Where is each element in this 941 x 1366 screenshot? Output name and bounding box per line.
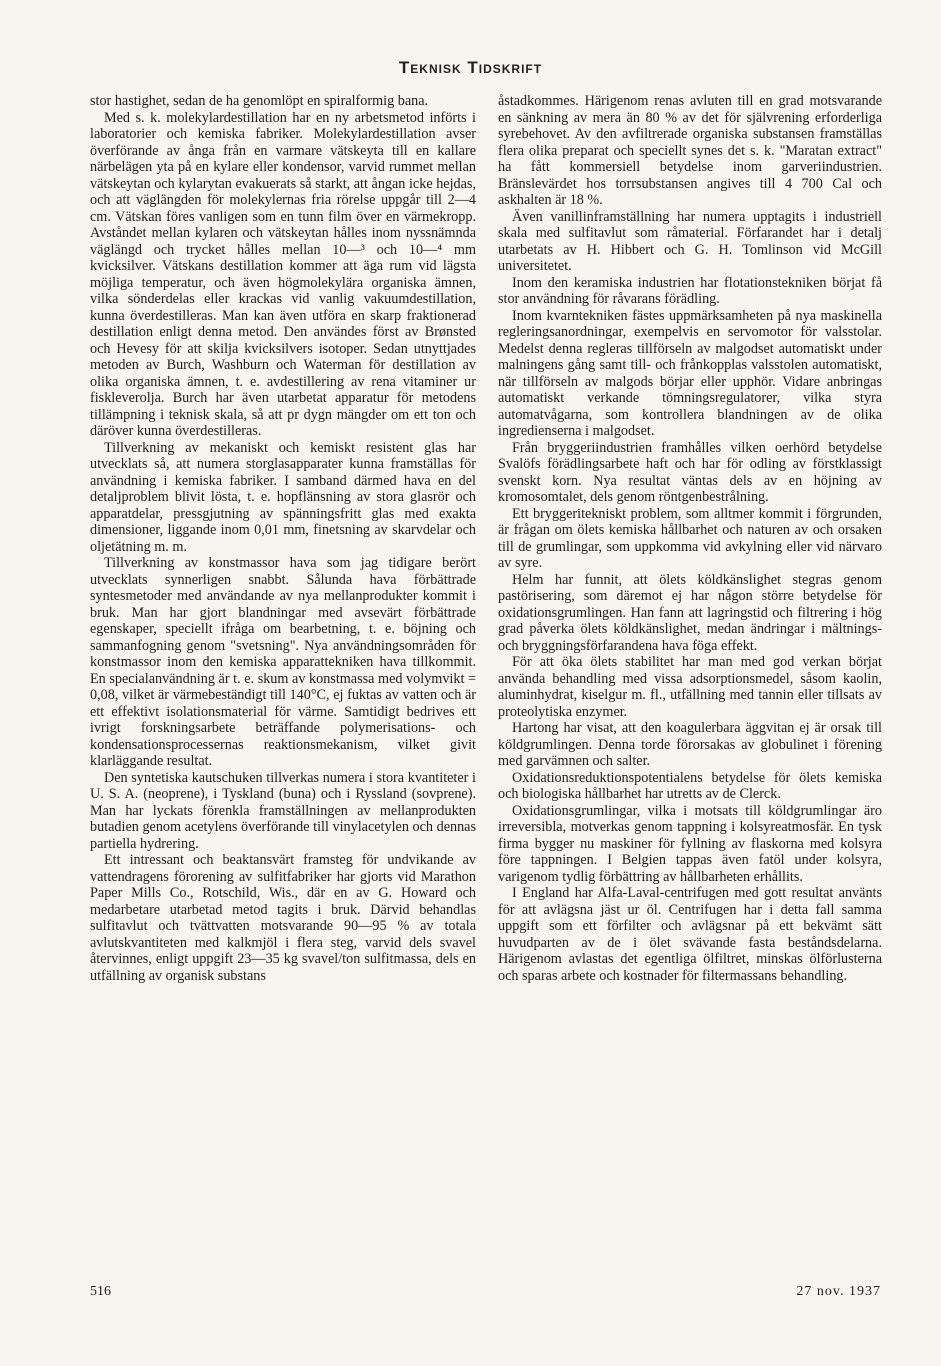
paragraph: åstadkommes. Härigenom renas avluten till en grad motsvarande en sänkning av mera än 80 % av det för självrening erforderliga syrebehovet. Av den avfiltrerade organiska substansen framställas flera olika preparat och speciellt synes det s. k. "Maratan extract" ha fått kommersiell betydelse inom garveriindustrien. Bränslevärdet hos torrsubstansen angives till 4 700 Cal och askhalten är 18 %. xyxy=(498,93,882,208)
paragraph: Hartong har visat, att den koagulerbara äggvitan ej är orsak till köldgrumlingen. Denna torde förorsakas av globulinet i förening med garvämnen och salter. xyxy=(498,720,882,769)
paragraph: Ett bryggeritekniskt problem, som alltmer kommit i förgrunden, är frågan om ölets kemiska hållbarhet och naturen av och orsaken till de grumlingar, som uppkomma vid avkylning eller vid närvaro av syre. xyxy=(498,505,882,571)
paragraph: Med s. k. molekylardestillation har en ny arbetsmetod införts i laboratorier och kemiska fabriker. Molekylardestillation avser överförande av ånga från en varmare vätskeyta till en kallare närbelägen yta på en kylare eller kondensor, varvid rummet mellan vätskeytan och kylarytan evakuerats så starkt, att ångan icke hejdas, och att väglängden för molekylernas fria rörelse uppgår till 2—4 cm. Vätskan föres vanligen som en tunn film över en värmekropp. Avståndet mellan kylaren och vätskeytan hålles inom nyssnämnda väglängd och trycket hålles mellan 10—³ och 10—⁴ mm kvicksilver. Vätskans destillation kommer att äga rum vid lägsta möjliga temperatur, och även högmolekylära organiska ämnen, vilka sönderdelas eller krackas vid vanlig vakuumdestillation, kunna överdestilleras. Man kan även utföra en skarp fraktionerad destillation enligt denna metod. Den användes först av Brønsted och Hevesy för att skilja kvicksilvers isotoper. Sedan utnyttjades metoden av Burch, Washburn och Waterman för destillation av olika organiska ämnen, t. e. avdestillering av rena vitaminer ur fiskleverolja. Burch har även utarbetat apparatur för metodens tillämpning i teknisk skala, så att pr dygn mängder om ett ton och däröver kunna överdestilleras. xyxy=(90,109,476,439)
paragraph: Oxidationsgrumlingar, vilka i motsats till köldgrumlingar äro irreversibla, motverkas genom tappning i kolsyreatmosfär. En tysk firma bygger nu maskiner för fyllning av flaskorna med kolsyra före tappningen. I Belgien tappas även fatöl under kolsyra, varigenom tydlig förbättring av hållbarheten erhållits. xyxy=(498,802,882,885)
paragraph: Helm har funnit, att ölets köldkänslighet stegras genom pastörisering, som däremot ej har någon större betydelse för oxidationsgrumlingen. Han fann att lagringstid och filtrering i hög grad påverka ölets köldkänslighet, medan ändringar i mältnings- och bryggningsförfarandena hava föga effekt. xyxy=(498,571,882,654)
paragraph: Från bryggeriindustrien framhålles vilken oerhörd betydelse Svalöfs förädlingsarbete haft och har för odling av förstklassigt svenskt korn. Nya resultat väntas dels av en höjning av kromosomtalet, dels genom röntgenbestrålning. xyxy=(498,439,882,505)
paragraph: Den syntetiska kautschuken tillverkas numera i stora kvantiteter i U. S. A. (neoprene), i Tyskland (buna) och i Ryssland (sovprene). Man har lyckats förenkla framställningen av mellanprodukten butadien genom acetylens överförande till vinylacetylen och dennas partiella hydrering. xyxy=(90,769,476,852)
paragraph: Tillverkning av konstmassor hava som jag tidigare berört utvecklats synnerligen snabbt. Sålunda hava förbättrade syntesmetoder med användande av nya mellanprodukter kommit i bruk. Man har gjort blandningar med avsevärt förbättrade egenskaper, speciellt ifråga om bearbetning, t. e. böjning och sammanfogning genom "svetsning". Nya användningsområden för konstmassor inom den kemiska apparattekniken hava tillkommit. En specialanvändning är t. e. skum av konstmassa med volymvikt = 0,08, vilket är värmebeständigt till 140°C, ej fuktas av vatten och är ett effektivt isolationsmaterial för värme. Samtidigt bedrives ett ivrigt forskningsarbete beträffande polymerisations- och kondensationsprocessernas reaktionsmekanism, vilket givit klarläggande resultat. xyxy=(90,555,476,769)
paragraph: stor hastighet, sedan de ha genomlöpt en spiralformig bana. xyxy=(90,93,429,109)
paragraph: Även vanillinframställning har numera upptagits i industriell skala med sulfitavlut som råmaterial. Förfarandet har i detalj utarbetats av H. Hibbert och G. H. Tomlinson vid McGill universitetet. xyxy=(498,208,882,274)
paragraph: Tillverkning av mekaniskt och kemiskt resistent glas har utvecklats så, att numera storglasapparater kunna framställas för användning i kemiska fabriker. I samband därmed hava en del detaljproblem blivit lösta, t. e. hopflänsning av stora glasrör och apparatdelar, pressgjutning av spänningsfritt glas med exakta dimensioner, liggande inom 0,01 mm, finetsning av skarvdelar och oljetätning m. m. xyxy=(90,439,476,555)
left-column xyxy=(90,93,476,984)
right-column xyxy=(498,93,882,984)
paragraph: I England har Alfa-Laval-centrifugen med gott resultat använts för att avlägsna jäst ur öl. Centrifugen har i detta fall samma uppgift som ett förfilter och avlägsnar på ett bekvämt sätt huvudparten av de i ölet svävande fasta beståndsdelarna. Härigenom avlastas det egentliga ölfiltret, minskas ölförlusterna och sparas arbete och kostnader för filtermassans behandling. xyxy=(498,885,882,984)
paragraph: Oxidationsreduktionspotentialens betydelse för ölets kemiska och biologiska hållbarhet har utretts av de Clerck. xyxy=(498,769,882,802)
page-header: Teknisk Tidskrift xyxy=(398,58,543,77)
issue-date: 27 nov. 1937 xyxy=(796,1284,881,1299)
paragraph: För att öka ölets stabilitet har man med god verkan börjat använda behandling med vissa adsorptionsmedel, såsom kaolin, aluminhydrat, kiselgur m. fl., utfällning med tannin eller tillsats av proteolytiska enzymer. xyxy=(498,654,882,720)
paragraph: Inom den keramiska industrien har flotationstekniken börjat få stor användning för råvarans förädling. xyxy=(498,274,882,307)
paragraph: Ett intressant och beaktansvärt framsteg för undvikande av vattendragens förorening av sulfitfabriker har gjorts vid Marathon Paper Mills Co., Rotschild, Wis., där en av G. Howard och medarbetare utarbetad metod tagits i bruk. Därvid behandlas sulfitavlut och tvättvatten motsvarande 90—95 % av totala avlutskvantiteten med kalkmjöl i flera steg, varvid dels svavel återvinnes, enligt uppgift 23—35 kg svavel/ton sulfitmassa, dels en utfällning av organisk substans xyxy=(90,852,476,984)
page-number: 516 xyxy=(90,1284,111,1299)
paragraph: Inom kvarntekniken fästes uppmärksamheten på nya maskinella regleringsanordningar, exempelvis en servomotor för valsstolar. Medelst denna regleras tillförseln av malgodset automatiskt under malningens gång samt till- och frånkopplas valsstolen automatiskt, när tillförseln av malgods börjar eller upphör. Vidare anbringas automatiskt verkande tömningsregulatorer, vilka styra automatvågarna, som kontrollera blandningen av de olika ingredienserna i malgodset. xyxy=(498,307,882,439)
